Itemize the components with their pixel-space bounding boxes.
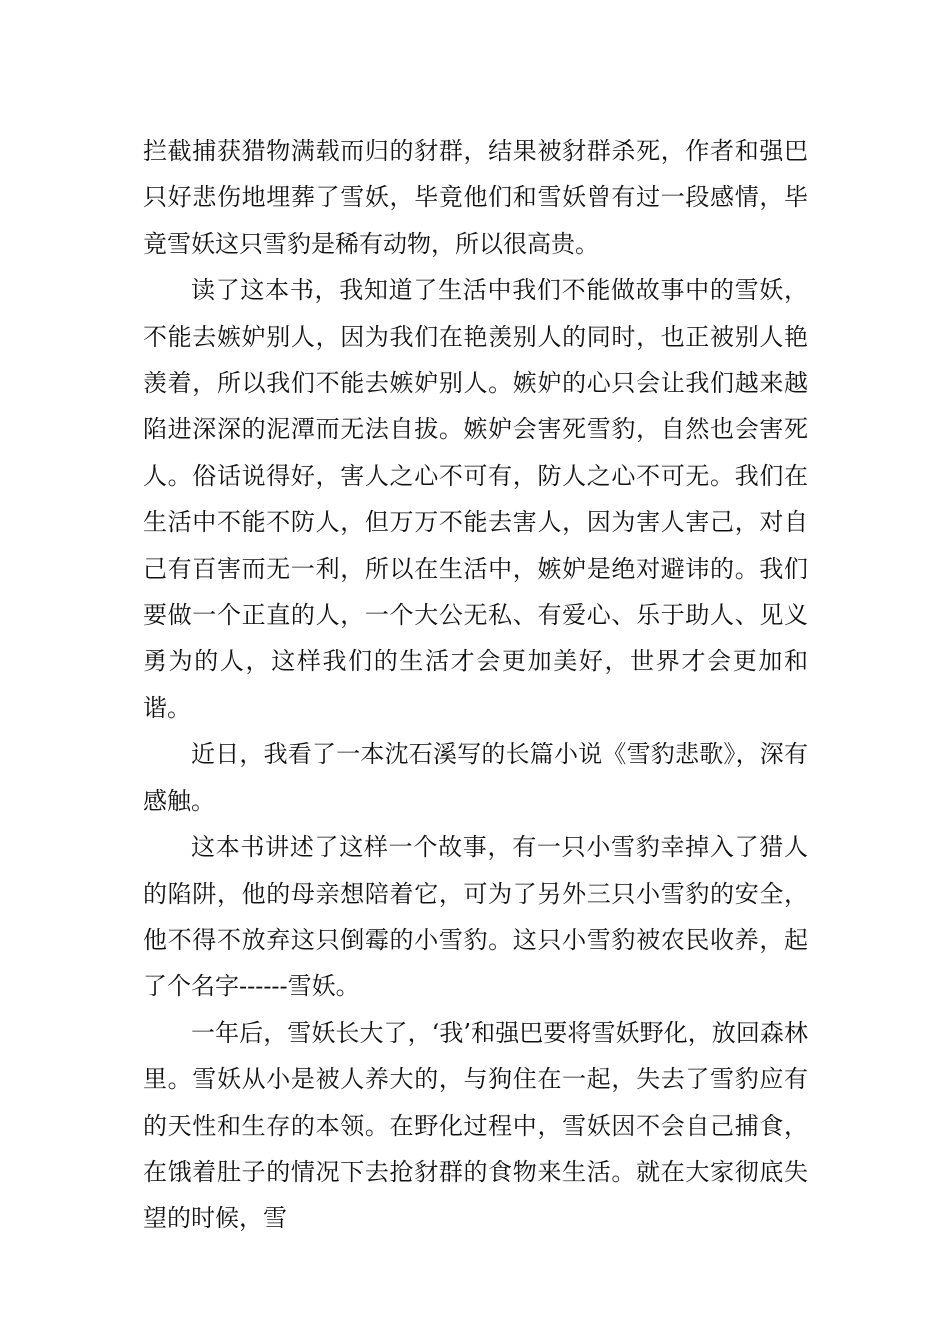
paragraph-continuation: 拦截捕获猎物满载而归的豺群，结果被豺群杀死，作者和强巴只好悲伤地埋葬了雪妖，毕竟他们和雪妖曾有过一段感情，毕竟雪妖这只雪豹是稀有动物，所以很高贵。 <box>143 137 808 258</box>
paragraph-year-later: 一年后，雪妖长大了，‘我’和强巴要将雪妖野化，放回森林里。雪妖从小是被人养大的，与狗住在一起，失去了雪豹应有的天性和生存的本领。在野化过程中，雪妖因不会自己捕食，在饿着肚子的情况下去抢豺群的食物来生活。就在大家彻底失望的时候，雪 <box>143 1018 808 1233</box>
paragraph-intro: 近日，我看了一本沈石溪写的长篇小说《雪豹悲歌》，深有感触。 <box>143 740 808 815</box>
paragraph-story: 这本书讲述了这样一个故事，有一只小雪豹幸掉入了猎人的陷阱，他的母亲想陪着它，可为了另外三只小雪豹的安全，他不得不放弃这只倒霉的小雪豹。这只小雪豹被农民收养，起了个名字------雪妖。 <box>143 833 808 1001</box>
document-page <box>143 128 808 1242</box>
paragraph-reflection: 读了这本书，我知道了生活中我们不能做故事中的雪妖，不能去嫉妒别人，因为我们在艳羡别人的同时，也正被别人艳羡着，所以我们不能去嫉妒别人。嫉妒的心只会让我们越来越陷进深深的泥潭而无法自拔。嫉妒会害死雪豹，自然也会害死人。俗话说得好，害人之心不可有，防人之心不可无。我们在生活中不能不防人，但万万不能去害人，因为害人害己，对自己有百害而无一利，所以在生活中，嫉妒是绝对避讳的。我们要做一个正直的人，一个大公无私、有爱心、乐于助人、见义勇为的人，这样我们的生活才会更加美好，世界才会更加和谐。 <box>143 276 808 722</box>
